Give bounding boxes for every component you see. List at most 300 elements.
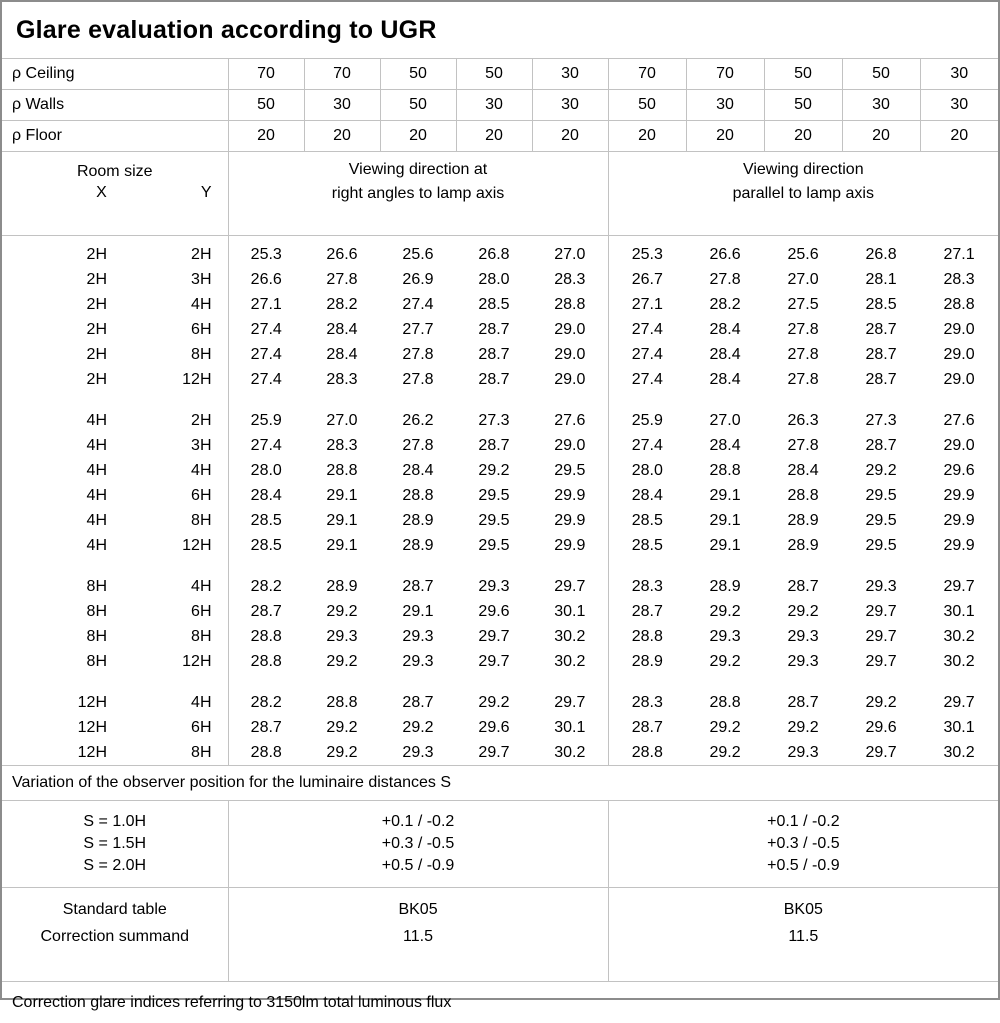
- ugr-value-right-angles: 28.9: [402, 511, 434, 529]
- ugr-value-right-angles: 28.7: [478, 345, 510, 363]
- ugr-value-right-angles: 25.9: [228, 408, 304, 433]
- ugr-value-parallel: 26.6: [709, 245, 741, 263]
- ugr-value-right-angles: 27.4: [402, 295, 434, 313]
- s-label-2: S = 1.5H: [83, 835, 147, 852]
- ugr-value-parallel: 29.2: [709, 652, 741, 670]
- reflectance-table: [2, 59, 998, 152]
- ugr-value-parallel: 29.9: [943, 536, 975, 554]
- ugr-value-right-angles: 29.2: [326, 743, 358, 761]
- ugr-value-parallel: 29.0: [943, 320, 975, 338]
- ugr-value-right-angles: 28.2: [228, 690, 304, 715]
- ugr-value-right-angles: 28.8: [554, 295, 586, 313]
- s-distance-labels: [2, 801, 228, 888]
- reflectance-value: 30: [532, 90, 608, 121]
- ugr-value-parallel: 29.7: [865, 602, 897, 620]
- ugr-value-parallel: 29.7: [865, 652, 897, 670]
- ugr-value-right-angles: 29.5: [478, 486, 510, 504]
- ugr-value-right-angles: 29.7: [478, 652, 510, 670]
- ugr-value-right-angles: 28.3: [326, 436, 358, 454]
- ugr-value-parallel: 28.4: [709, 345, 741, 363]
- ugr-value-parallel: 28.8: [943, 295, 975, 313]
- room-size-y: 4H: [191, 693, 212, 711]
- ugr-value-right-angles: 29.2: [478, 693, 510, 711]
- ugr-value-parallel: 27.8: [787, 436, 819, 454]
- s-parallel-value-2: +0.3 / -0.5: [767, 835, 840, 852]
- ugr-value-parallel: 28.7: [787, 577, 819, 595]
- ugr-value-right-angles: 29.5: [478, 536, 510, 554]
- room-size-y: 2H: [191, 245, 212, 263]
- footer-note-row: [2, 982, 998, 1023]
- ugr-value-right-angles: 29.5: [478, 511, 510, 529]
- ugr-value-parallel: 25.3: [608, 242, 686, 267]
- ugr-table-row: [2, 317, 998, 342]
- room-size-y: 6H: [191, 718, 212, 736]
- ugr-value-parallel: 29.2: [709, 743, 741, 761]
- ugr-value-parallel: 29.3: [787, 627, 819, 645]
- footer-note-text: Correction glare indices referring to 3150lm total luminous flux: [12, 993, 452, 1011]
- ugr-value-right-angles: 28.4: [228, 483, 304, 508]
- ugr-value-parallel: 28.3: [608, 574, 686, 599]
- ugr-value-parallel: 28.8: [709, 693, 741, 711]
- ugr-value-right-angles: 27.4: [228, 317, 304, 342]
- room-size-y: 8H: [191, 511, 212, 529]
- ugr-value-parallel: 27.8: [787, 320, 819, 338]
- ugr-value-right-angles: 27.0: [326, 411, 358, 429]
- reflectance-value: 20: [304, 121, 380, 152]
- ugr-table-row: [2, 267, 998, 292]
- ugr-value-parallel: 29.0: [943, 370, 975, 388]
- room-size-x: 2H: [86, 270, 107, 288]
- ugr-value-parallel: 28.7: [787, 693, 819, 711]
- ugr-value-right-angles: 29.0: [554, 320, 586, 338]
- reflectance-value: 50: [228, 90, 304, 121]
- room-size-y: 8H: [191, 743, 212, 761]
- reflectance-value: 50: [456, 59, 532, 90]
- room-size-x: 4H: [86, 511, 107, 529]
- ugr-table-row: [2, 508, 998, 533]
- ugr-table-row: [2, 599, 998, 624]
- ugr-value-parallel: 27.8: [709, 270, 741, 288]
- variation-note-text: Variation of the observer position for the luminaire distances S: [2, 766, 998, 801]
- room-size-x: 8H: [86, 627, 107, 645]
- ugr-value-parallel: 27.4: [608, 367, 686, 392]
- ugr-value-parallel: 28.8: [608, 740, 686, 765]
- ugr-value-parallel: 29.9: [943, 511, 975, 529]
- s-distance-table: [2, 801, 998, 888]
- ugr-value-right-angles: 27.8: [402, 345, 434, 363]
- ugr-value-right-angles: 29.2: [326, 652, 358, 670]
- ugr-value-right-angles: 28.0: [228, 458, 304, 483]
- ugr-value-parallel: 28.4: [709, 370, 741, 388]
- room-size-x: 4H: [86, 536, 107, 554]
- ugr-value-right-angles: 29.0: [554, 436, 586, 454]
- reflectance-value: 30: [686, 90, 764, 121]
- ugr-table-row: [2, 740, 998, 765]
- reflectance-value: 50: [842, 59, 920, 90]
- ugr-value-right-angles: 28.5: [228, 508, 304, 533]
- ugr-table-row: [2, 690, 998, 715]
- ugr-value-right-angles: 27.1: [228, 292, 304, 317]
- ugr-value-right-angles: 28.7: [228, 599, 304, 624]
- ugr-table-row: [2, 624, 998, 649]
- room-size-x: 4H: [86, 436, 107, 454]
- s-values-right-angles: [228, 801, 608, 888]
- spacer-cell: [608, 674, 998, 690]
- ugr-value-right-angles: 29.1: [326, 511, 358, 529]
- xy-label-row: [2, 184, 228, 202]
- ugr-value-right-angles: 27.4: [228, 367, 304, 392]
- ugr-value-right-angles: 28.8: [228, 624, 304, 649]
- ugr-value-right-angles: 28.5: [228, 533, 304, 558]
- standard-table-parallel-value: BK05: [783, 901, 823, 918]
- reflectance-value: 50: [764, 59, 842, 90]
- ugr-value-right-angles: 29.9: [554, 536, 586, 554]
- ugr-value-parallel: 30.2: [943, 627, 975, 645]
- ugr-value-parallel: 26.8: [865, 245, 897, 263]
- ugr-value-parallel: 29.2: [709, 718, 741, 736]
- ugr-value-parallel: 27.0: [787, 270, 819, 288]
- ugr-value-parallel: 28.7: [608, 715, 686, 740]
- ugr-table-row: [2, 342, 998, 367]
- room-size-x: 12H: [77, 718, 107, 736]
- room-size-x: 8H: [86, 602, 107, 620]
- ugr-value-right-angles: 29.7: [554, 577, 586, 595]
- ugr-value-right-angles: 29.7: [478, 743, 510, 761]
- ugr-value-right-angles: 29.2: [326, 718, 358, 736]
- y-column-label: Y: [200, 184, 212, 201]
- ugr-value-parallel: 29.2: [709, 602, 741, 620]
- room-size-x: 8H: [86, 652, 107, 670]
- ugr-value-right-angles: 27.8: [326, 270, 358, 288]
- room-size-y: 6H: [191, 320, 212, 338]
- room-size-y: 6H: [191, 486, 212, 504]
- right-angles-header-line1: Viewing direction at: [348, 161, 488, 178]
- ugr-value-right-angles: 28.8: [228, 649, 304, 674]
- ugr-value-right-angles: 29.7: [478, 627, 510, 645]
- ugr-value-right-angles: 28.7: [402, 693, 434, 711]
- room-size-y: 4H: [191, 295, 212, 313]
- ugr-value-parallel: 30.2: [943, 743, 975, 761]
- ugr-value-parallel: 27.0: [709, 411, 741, 429]
- column-header-table: [2, 152, 998, 236]
- room-size-header-cell: [2, 152, 228, 236]
- ugr-value-right-angles: 27.7: [402, 320, 434, 338]
- reflectance-row-label: ρ Ceiling: [2, 59, 228, 90]
- x-column-label: X: [96, 184, 107, 201]
- ugr-value-parallel: 28.5: [608, 533, 686, 558]
- ugr-value-parallel: 27.4: [608, 317, 686, 342]
- ugr-value-right-angles: 29.3: [326, 627, 358, 645]
- room-size-x: 2H: [86, 245, 107, 263]
- reflectance-value: 30: [920, 90, 998, 121]
- standard-table-label: Standard table: [62, 901, 167, 918]
- ugr-value-parallel: 26.7: [608, 267, 686, 292]
- ugr-value-right-angles: 28.9: [402, 536, 434, 554]
- ugr-value-parallel: 27.5: [787, 295, 819, 313]
- ugr-table-row: [2, 292, 998, 317]
- ugr-value-parallel: 28.5: [608, 508, 686, 533]
- room-size-y: 8H: [191, 345, 212, 363]
- spacer-cell: [228, 674, 608, 690]
- standard-table-row: [2, 888, 998, 982]
- parallel-header-line1: Viewing direction: [742, 161, 864, 178]
- spacer-cell: [608, 392, 998, 408]
- reflectance-value: 50: [380, 90, 456, 121]
- ugr-value-right-angles: 28.0: [478, 270, 510, 288]
- ugr-value-parallel: 26.3: [787, 411, 819, 429]
- ugr-value-parallel: 28.4: [709, 320, 741, 338]
- ugr-value-right-angles: 28.4: [326, 320, 358, 338]
- ugr-value-parallel: 29.5: [865, 486, 897, 504]
- ugr-value-parallel: 29.1: [709, 486, 741, 504]
- ugr-value-parallel: 28.8: [709, 461, 741, 479]
- ugr-value-parallel: 30.1: [943, 602, 975, 620]
- ugr-value-right-angles: 29.9: [554, 511, 586, 529]
- room-size-x: 2H: [86, 345, 107, 363]
- s-label-1: S = 1.0H: [83, 813, 147, 830]
- ugr-table-row: [2, 458, 998, 483]
- ugr-data-table: [2, 236, 998, 765]
- column-header-row: [2, 152, 998, 236]
- room-size-y: 4H: [191, 577, 212, 595]
- ugr-value-parallel: 28.9: [787, 511, 819, 529]
- ugr-value-right-angles: 29.5: [554, 461, 586, 479]
- ugr-value-parallel: 29.7: [865, 743, 897, 761]
- room-size-y: 3H: [191, 270, 212, 288]
- ugr-value-parallel: 28.4: [787, 461, 819, 479]
- room-size-x: 2H: [86, 320, 107, 338]
- reflectance-value: 50: [608, 90, 686, 121]
- ugr-value-parallel: 28.2: [709, 295, 741, 313]
- ugr-value-right-angles: 28.7: [402, 577, 434, 595]
- reflectance-value: 20: [686, 121, 764, 152]
- ugr-value-right-angles: 29.7: [554, 693, 586, 711]
- ugr-table-row: [2, 533, 998, 558]
- parallel-header-cell: [608, 152, 998, 236]
- ugr-value-parallel: 29.2: [865, 693, 897, 711]
- ugr-value-right-angles: 28.2: [228, 574, 304, 599]
- room-size-x: 2H: [86, 295, 107, 313]
- reflectance-value: 50: [380, 59, 456, 90]
- correction-summand-parallel-value: 11.5: [788, 928, 819, 945]
- reflectance-row-label: ρ Walls: [2, 90, 228, 121]
- room-size-x: 2H: [86, 370, 107, 388]
- reflectance-value: 30: [920, 59, 998, 90]
- ugr-value-parallel: 28.9: [608, 649, 686, 674]
- ugr-value-right-angles: 29.6: [478, 718, 510, 736]
- ugr-value-right-angles: 27.8: [402, 436, 434, 454]
- ugr-value-parallel: 28.0: [608, 458, 686, 483]
- ugr-value-right-angles: 28.5: [478, 295, 510, 313]
- ugr-value-parallel: 28.4: [709, 436, 741, 454]
- ugr-value-parallel: 28.1: [865, 270, 897, 288]
- ugr-value-parallel: 29.5: [865, 511, 897, 529]
- room-size-y: 8H: [191, 627, 212, 645]
- ugr-value-right-angles: 26.8: [478, 245, 510, 263]
- ugr-value-right-angles: 30.1: [554, 718, 586, 736]
- reflectance-row: [2, 90, 998, 121]
- ugr-value-right-angles: 29.2: [478, 461, 510, 479]
- reflectance-value: 70: [304, 59, 380, 90]
- ugr-value-right-angles: 29.3: [402, 743, 434, 761]
- room-size-y: 6H: [191, 602, 212, 620]
- ugr-value-right-angles: 29.9: [554, 486, 586, 504]
- standard-values-right-angles: [228, 888, 608, 982]
- ugr-value-parallel: 25.9: [608, 408, 686, 433]
- spacer-cell: [2, 392, 228, 408]
- ugr-value-right-angles: 28.7: [478, 436, 510, 454]
- ugr-value-parallel: 28.8: [787, 486, 819, 504]
- ugr-value-right-angles: 29.3: [478, 577, 510, 595]
- ugr-value-parallel: 29.9: [943, 486, 975, 504]
- ugr-value-parallel: 28.5: [865, 295, 897, 313]
- ugr-value-right-angles: 27.4: [228, 433, 304, 458]
- standard-table-right-value: BK05: [398, 901, 438, 918]
- ugr-value-right-angles: 29.2: [326, 602, 358, 620]
- ugr-value-parallel: 30.2: [943, 652, 975, 670]
- ugr-value-right-angles: 28.8: [402, 486, 434, 504]
- room-size-x: 12H: [77, 743, 107, 761]
- right-angles-header-line2: right angles to lamp axis: [331, 185, 505, 202]
- reflectance-value: 20: [228, 121, 304, 152]
- ugr-value-right-angles: 30.1: [554, 602, 586, 620]
- ugr-value-parallel: 29.2: [787, 602, 819, 620]
- ugr-table-row: [2, 433, 998, 458]
- s-distance-row: [2, 801, 998, 888]
- reflectance-value: 20: [920, 121, 998, 152]
- room-size-x: 4H: [86, 461, 107, 479]
- ugr-value-parallel: 29.0: [943, 436, 975, 454]
- ugr-value-parallel: 28.8: [608, 624, 686, 649]
- ugr-value-right-angles: 27.4: [228, 342, 304, 367]
- room-size-y: 12H: [182, 370, 212, 388]
- ugr-value-right-angles: 27.0: [554, 245, 586, 263]
- ugr-value-right-angles: 29.1: [326, 486, 358, 504]
- reflectance-value: 20: [532, 121, 608, 152]
- ugr-value-parallel: 28.3: [943, 270, 975, 288]
- reflectance-row: [2, 121, 998, 152]
- reflectance-value: 70: [686, 59, 764, 90]
- ugr-value-parallel: 28.7: [865, 370, 897, 388]
- ugr-value-parallel: 27.4: [608, 433, 686, 458]
- ugr-value-right-angles: 28.8: [228, 740, 304, 765]
- ugr-value-right-angles: 28.2: [326, 295, 358, 313]
- ugr-value-right-angles: 28.7: [478, 370, 510, 388]
- correction-summand-label: Correction summand: [40, 928, 189, 945]
- s-values-parallel: [608, 801, 998, 888]
- s-label-3: S = 2.0H: [83, 857, 147, 874]
- ugr-value-parallel: 29.2: [787, 718, 819, 736]
- correction-summand-right-value: 11.5: [403, 928, 433, 945]
- ugr-value-right-angles: 30.2: [554, 627, 586, 645]
- s-right-value-1: +0.1 / -0.2: [381, 813, 455, 830]
- ugr-value-parallel: 29.6: [943, 461, 975, 479]
- ugr-value-parallel: 29.7: [943, 693, 975, 711]
- ugr-value-parallel: 28.4: [608, 483, 686, 508]
- reflectance-value: 20: [456, 121, 532, 152]
- ugr-value-right-angles: 29.0: [554, 345, 586, 363]
- spacer-cell: [2, 674, 228, 690]
- ugr-value-parallel: 29.3: [787, 743, 819, 761]
- ugr-value-right-angles: 28.4: [326, 345, 358, 363]
- ugr-value-parallel: 28.7: [865, 345, 897, 363]
- ugr-value-right-angles: 28.3: [326, 370, 358, 388]
- ugr-value-right-angles: 29.3: [402, 627, 434, 645]
- ugr-value-parallel: 29.3: [865, 577, 897, 595]
- ugr-value-parallel: 25.6: [787, 245, 819, 263]
- reflectance-value: 20: [764, 121, 842, 152]
- ugr-value-right-angles: 29.0: [554, 370, 586, 388]
- ugr-value-parallel: 29.3: [787, 652, 819, 670]
- reflectance-value: 30: [456, 90, 532, 121]
- ugr-table-row: [2, 649, 998, 674]
- ugr-value-parallel: 28.9: [787, 536, 819, 554]
- reflectance-row-label: ρ Floor: [2, 121, 228, 152]
- ugr-table-row: [2, 408, 998, 433]
- ugr-value-right-angles: 30.2: [554, 743, 586, 761]
- standard-table-labels: [2, 888, 228, 982]
- room-size-x: 4H: [86, 486, 107, 504]
- ugr-value-parallel: 28.7: [608, 599, 686, 624]
- s-right-value-3: +0.5 / -0.9: [381, 857, 455, 874]
- ugr-value-right-angles: 27.3: [478, 411, 510, 429]
- ugr-value-right-angles: 28.7: [228, 715, 304, 740]
- room-size-y: 12H: [182, 536, 212, 554]
- room-size-x: 8H: [86, 577, 107, 595]
- ugr-value-parallel: 27.6: [943, 411, 975, 429]
- room-size-y: 3H: [191, 436, 212, 454]
- ugr-table-row: [2, 367, 998, 392]
- ugr-value-right-angles: 28.7: [478, 320, 510, 338]
- ugr-value-right-angles: 26.6: [326, 245, 358, 263]
- ugr-table-row: [2, 483, 998, 508]
- spacer-cell: [608, 558, 998, 574]
- reflectance-value: 20: [608, 121, 686, 152]
- reflectance-value: 20: [380, 121, 456, 152]
- ugr-value-right-angles: 25.6: [402, 245, 434, 263]
- ugr-value-parallel: 29.6: [865, 718, 897, 736]
- room-size-x: 12H: [77, 693, 107, 711]
- parallel-header-line2: parallel to lamp axis: [732, 185, 874, 202]
- ugr-table-row: [2, 715, 998, 740]
- standard-table-section: [2, 888, 998, 982]
- ugr-value-right-angles: 28.4: [402, 461, 434, 479]
- spacer-cell: [228, 558, 608, 574]
- s-parallel-value-1: +0.1 / -0.2: [767, 813, 840, 830]
- ugr-value-right-angles: 28.3: [554, 270, 586, 288]
- ugr-value-right-angles: 30.2: [554, 652, 586, 670]
- ugr-value-right-angles: 28.8: [326, 461, 358, 479]
- room-size-y: 4H: [191, 461, 212, 479]
- spacer-row: [2, 674, 998, 690]
- reflectance-value: 30: [842, 90, 920, 121]
- ugr-value-right-angles: 29.1: [402, 602, 434, 620]
- ugr-value-parallel: 29.1: [709, 536, 741, 554]
- variation-note-row: [2, 766, 998, 801]
- ugr-value-right-angles: 29.3: [402, 652, 434, 670]
- variation-note-table: [2, 765, 998, 801]
- spacer-cell: [2, 558, 228, 574]
- standard-values-parallel: [608, 888, 998, 982]
- s-right-value-2: +0.3 / -0.5: [381, 835, 455, 852]
- ugr-value-right-angles: 26.9: [402, 270, 434, 288]
- title-bar: [2, 2, 998, 59]
- reflectance-value: 70: [608, 59, 686, 90]
- ugr-value-parallel: 30.1: [943, 718, 975, 736]
- reflectance-value: 30: [304, 90, 380, 121]
- ugr-value-right-angles: 26.2: [402, 411, 434, 429]
- ugr-value-parallel: 29.2: [865, 461, 897, 479]
